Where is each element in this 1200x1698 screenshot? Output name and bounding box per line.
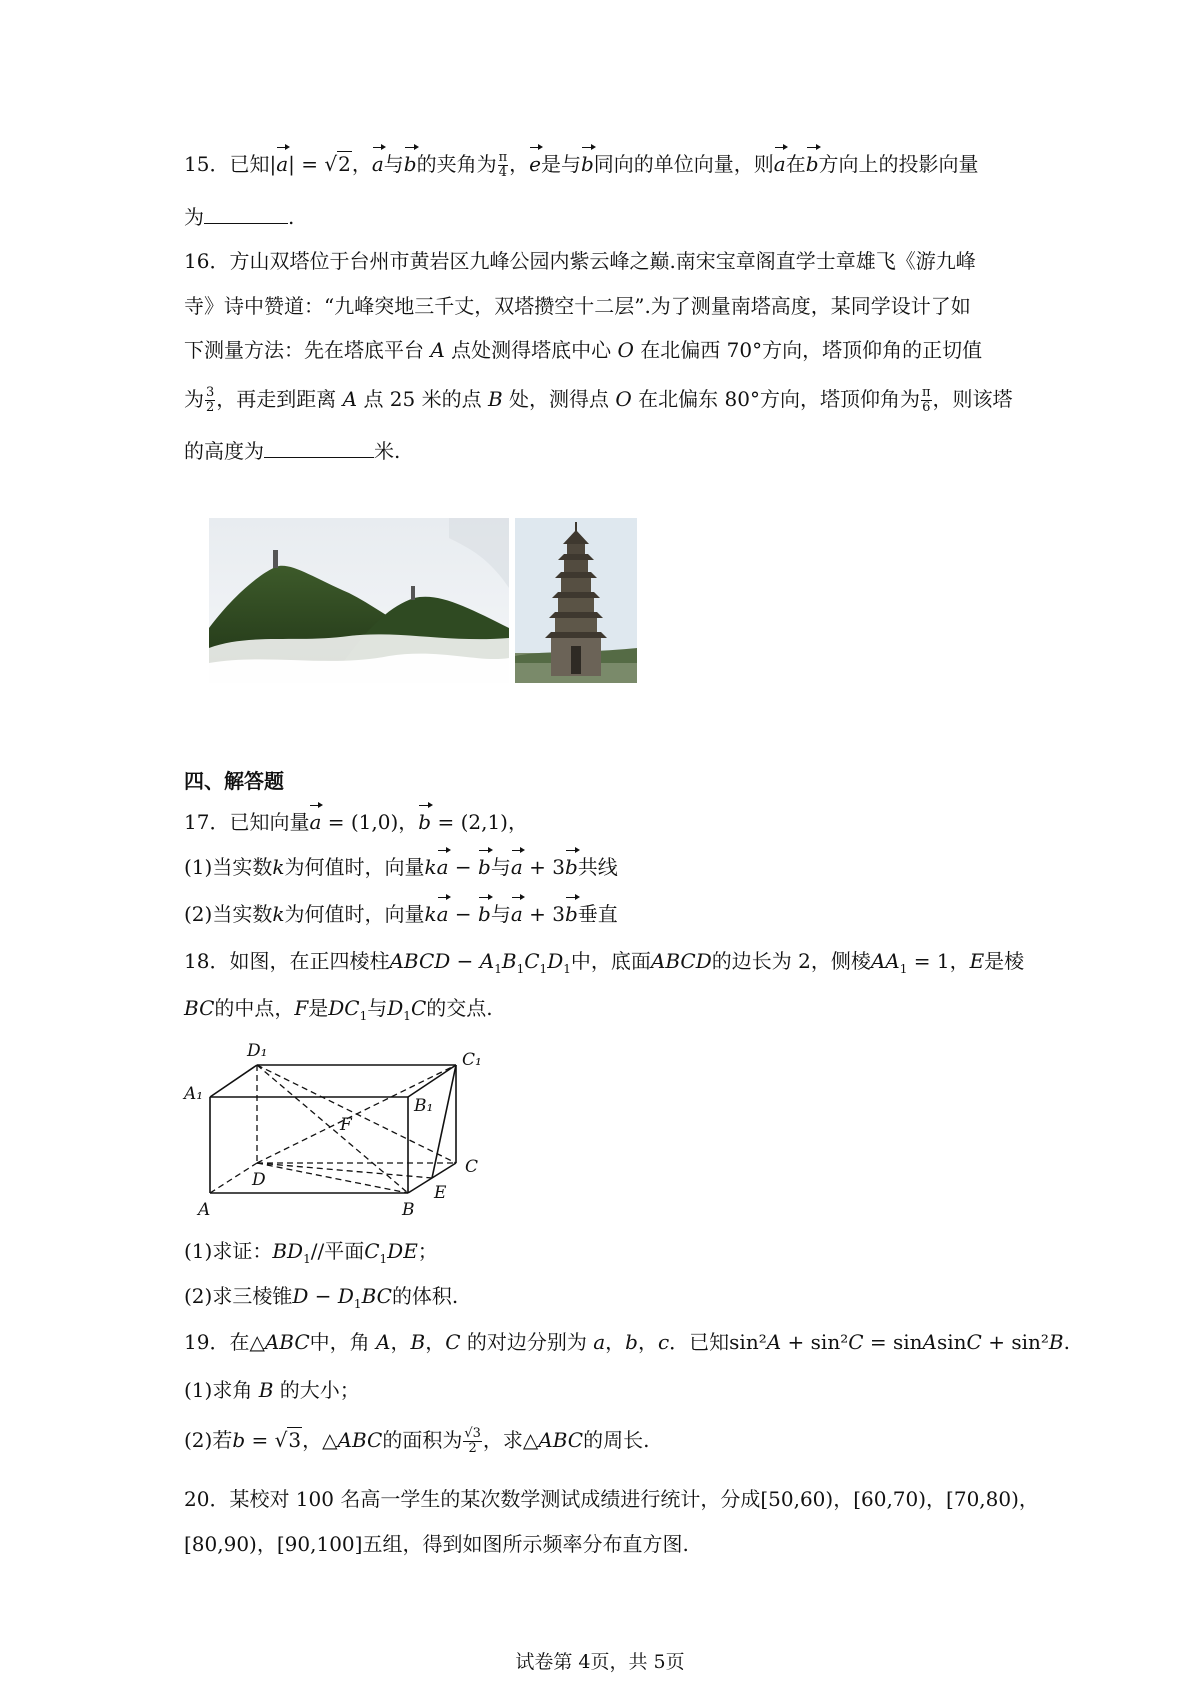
twin-pagoda-mountain-photo	[209, 518, 509, 683]
label-D: D	[252, 1170, 266, 1190]
label-E: E	[434, 1183, 447, 1203]
label-A: A	[198, 1200, 211, 1220]
q18-part2: (2)求三棱锥$D - D_1BC$的体积.	[184, 1284, 459, 1311]
q19-stem: 19．在△ABC中，角 A，B，C 的对边分别为 a，b，c．已知sin²A + sin²C = sinAsinC + sin²B.	[184, 1330, 1070, 1354]
label-F: F	[340, 1115, 352, 1135]
q16-line4: 为 $\frac{3}{2}$ ，再走到距离 A 点 25 米的点 B 处，测得点 O 在北偏东 80°方向，塔顶仰角为 $\frac{\pi}{6}$ ，则该塔	[184, 385, 1013, 415]
q16-line1: 16．方山双塔位于台州市黄岩区九峰公园内紫云峰之巅.南宋宝章阁直学士章雄飞《游九峰	[184, 249, 976, 273]
q17-part1: (1)当实数k为何值时，向量ka − b与a + 3b共线	[184, 855, 618, 879]
q16-line2: 寺》诗中赞道：“九峰突地三千丈，双塔攒空十二层”.为了测量南塔高度，某同学设计了如	[184, 294, 971, 318]
q16-line5: 的高度为 米.	[184, 439, 401, 463]
q18-line1: 18．如图，在正四棱柱ABCD − $A_1B_1C_1D_1$中，底面ABCD的边长为 2，侧棱$AA_1 = 1$，E是棱	[184, 949, 1025, 976]
label-C: C	[465, 1157, 479, 1177]
q17-stem: 17．已知向量a = (1,0)，b = (2,1)，	[184, 810, 528, 834]
q20-line2: [80,90)，[90,100]五组，得到如图所示频率分布直方图.	[184, 1532, 689, 1556]
q19-part2: (2)若b = √3，△ABC的面积为 $\frac{√3}{2}$ ，求△ABC的周长.	[184, 1426, 650, 1456]
q20-line1: 20．某校对 100 名高一学生的某次数学测试成绩进行统计，分成[50,60)，[60,70)，[70,80)，	[184, 1487, 1039, 1511]
label-D1: D₁	[247, 1041, 268, 1061]
label-A1: A₁	[184, 1084, 204, 1104]
q18-part1: (1)求证：$BD_1//$平面$C_1DE$；	[184, 1239, 438, 1266]
label-C1: C₁	[462, 1050, 482, 1070]
label-B: B	[402, 1200, 415, 1220]
prism-figure	[180, 1035, 500, 1225]
q17-part2: (2)当实数k为何值时，向量ka − b与a + 3b垂直	[184, 902, 618, 926]
page-footer: 试卷第 4页，共 5页	[515, 1651, 685, 1673]
q18-line2: BC的中点，F是$DC_1$与$D_1C$的交点.	[184, 996, 493, 1023]
q19-part1: (1)求角 B 的大小；	[184, 1378, 360, 1402]
pagoda-photo	[515, 518, 637, 683]
section-title: 四、解答题	[184, 769, 284, 793]
q16-line3: 下测量方法：先在塔底平台 A 点处测得塔底中心 O 在北偏西 70°方向，塔顶仰角的正切值	[184, 338, 983, 362]
q15-line1: 15．已知|a| = √2，a与b的夹角为 $\frac{\pi}{4}$ ，e是与b同向的单位向量，则a在b方向上的投影向量	[184, 150, 979, 180]
q15-line2: 为 .	[184, 205, 295, 229]
label-B1: B₁	[414, 1096, 434, 1116]
